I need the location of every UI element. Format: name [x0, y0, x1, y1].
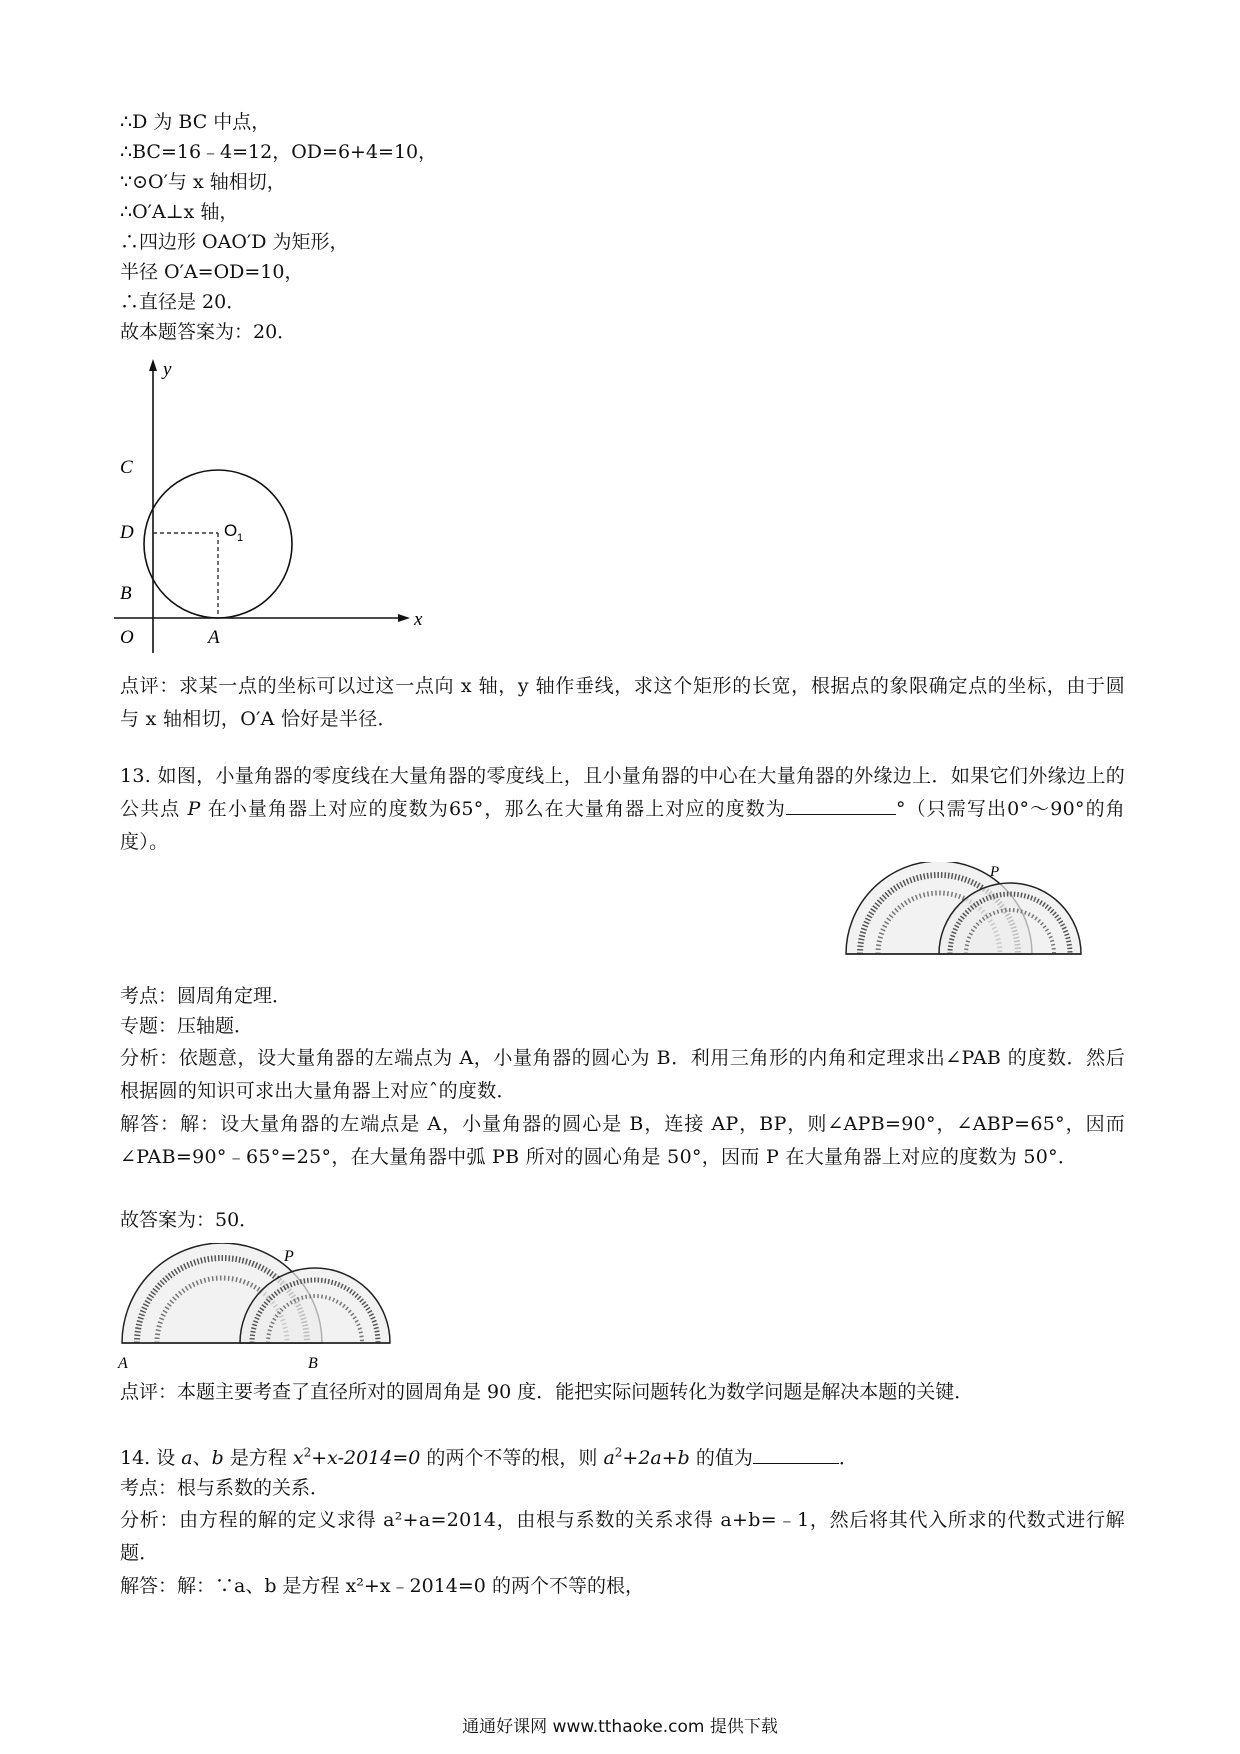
label-b: B [120, 583, 132, 604]
solution-line-1: ∴D 为 BC 中点， [120, 111, 271, 133]
q13-zhuanti: 专题：压轴题． [120, 1015, 254, 1037]
fig2-label-p: P [284, 1248, 294, 1265]
solution-line-8: 故本题答案为：20． [120, 321, 297, 343]
label-o1: O [224, 521, 238, 540]
solution-line-5: ∴四边形 OAO′D 为矩形， [120, 231, 349, 253]
label-y: y [163, 359, 172, 380]
q14-expr-a: a [603, 1447, 615, 1469]
solution-line-4: ∴O′A⊥x 轴， [120, 201, 239, 223]
circle-coordinate-figure [108, 355, 428, 670]
q14-text-2: 的两个不等的根，则 [420, 1447, 604, 1469]
label-x: x [414, 609, 423, 630]
q14-expr-rest: +2a+b [622, 1447, 690, 1469]
solution-line-2: ∴BC=16﹣4=12，OD=6+4=10， [120, 141, 438, 163]
q14-solution: 解答：解：∵a、b 是方程 x²+x﹣2014=0 的两个不等的根， [120, 1575, 644, 1597]
q13-answer: 故答案为：50． [120, 1209, 259, 1231]
fig2-label-b: B [308, 1355, 318, 1372]
page-footer: 通通好课网 www.tthaoke.com 提供下载 [462, 1717, 778, 1737]
q13-analysis: 分析：依题意，设大量角器的左端点为 A，小量角器的圆心为 B．利用三角形的内角和定理求出∠PAB 的度数．然后根据圆的知识可求出大量角器上对应ˆ的度数． [120, 1047, 1125, 1102]
q14-eq-x: x [292, 1447, 304, 1469]
label-a: A [208, 627, 220, 648]
x-axis-arrow [398, 614, 410, 622]
q13-stem-part-b: 在小量角器上对应的度数为65°，那么在大量角器上对应的度数为 [200, 798, 786, 820]
solution-line-6: 半径 O′A=OD=10， [120, 261, 304, 283]
label-d: D [120, 522, 134, 543]
protractor-figure-2 [112, 1243, 412, 1375]
q14-answer-blank [753, 1445, 839, 1464]
q13-dianping: 点评：本题主要考查了直径所对的圆周角是 90 度．能把实际问题转化为数学问题是解决本题的关键． [120, 1381, 974, 1403]
q14-analysis: 分析：由方程的解的定义求得 a²+a=2014，由根与系数的关系求得 a+b=﹣1，然后将其代入所求的代数式进行解题． [120, 1509, 1125, 1564]
q14-kaodian: 考点：根与系数的关系． [120, 1477, 330, 1499]
q13-stem-part-a: 13. 如图，小量角器的零度线在大量角器的零度线上，且小量角器的中心在大量角器的外缘边上．如果它们外缘边上的公共点 [120, 765, 1125, 820]
comment-text: 求某一点的坐标可以过这一点向 x 轴，y 轴作垂线，求这个矩形的长宽，根据点的象限确定点的坐标，由于圆与 x 轴相切，O′A 恰好是半径． [120, 675, 1126, 730]
label-o1-subscript: 1 [237, 532, 244, 544]
q14-var-a: a [181, 1447, 193, 1469]
question-14-stem [120, 1444, 1130, 1472]
q13-answer-blank [786, 796, 896, 815]
solution-line-7: ∴直径是 20． [120, 291, 246, 313]
protractor-figure-1 [838, 862, 1088, 962]
q14-text-1: 是方程 [223, 1447, 293, 1469]
solution-line-3: ∵⊙O′与 x 轴相切， [120, 171, 286, 193]
comment-12 [120, 670, 1125, 736]
question-13-stem [120, 760, 1125, 859]
q13-point-p: P [187, 798, 201, 820]
q14-text-3: 的值为 [689, 1447, 753, 1469]
q14-expr-square: 2 [614, 1445, 623, 1460]
q13-stem-part-c: °（只需写出0°～90°的角度）。 [120, 798, 1125, 853]
label-c: C [120, 457, 133, 478]
q14-end: ． [838, 1447, 858, 1469]
q13-kaodian: 考点：圆周角定理． [120, 985, 292, 1007]
comment-label: 点评： [120, 675, 179, 697]
q14-number: 14. 设 [120, 1447, 182, 1469]
protractor-label-p: P [990, 864, 1000, 880]
q14-separator: 、 [192, 1447, 212, 1469]
q14-var-b: b [211, 1447, 224, 1469]
q14-eq-rest: +x-2014=0 [311, 1447, 421, 1469]
y-axis-arrow [149, 359, 157, 371]
q14-eq-square: 2 [303, 1445, 312, 1460]
q13-solution: 解答：解：设大量角器的左端点是 A，小量角器的圆心是 B，连接 AP，BP，则∠APB=90°，∠ABP=65°，因而∠PAB=90°﹣65°=25°，在大量角器中弧 PB 所对的圆心角是 50°，因而 P 在大量角器上对应的度数为 50°． [120, 1113, 1125, 1168]
label-o: O [120, 627, 134, 648]
fig2-label-a: A [118, 1355, 128, 1372]
